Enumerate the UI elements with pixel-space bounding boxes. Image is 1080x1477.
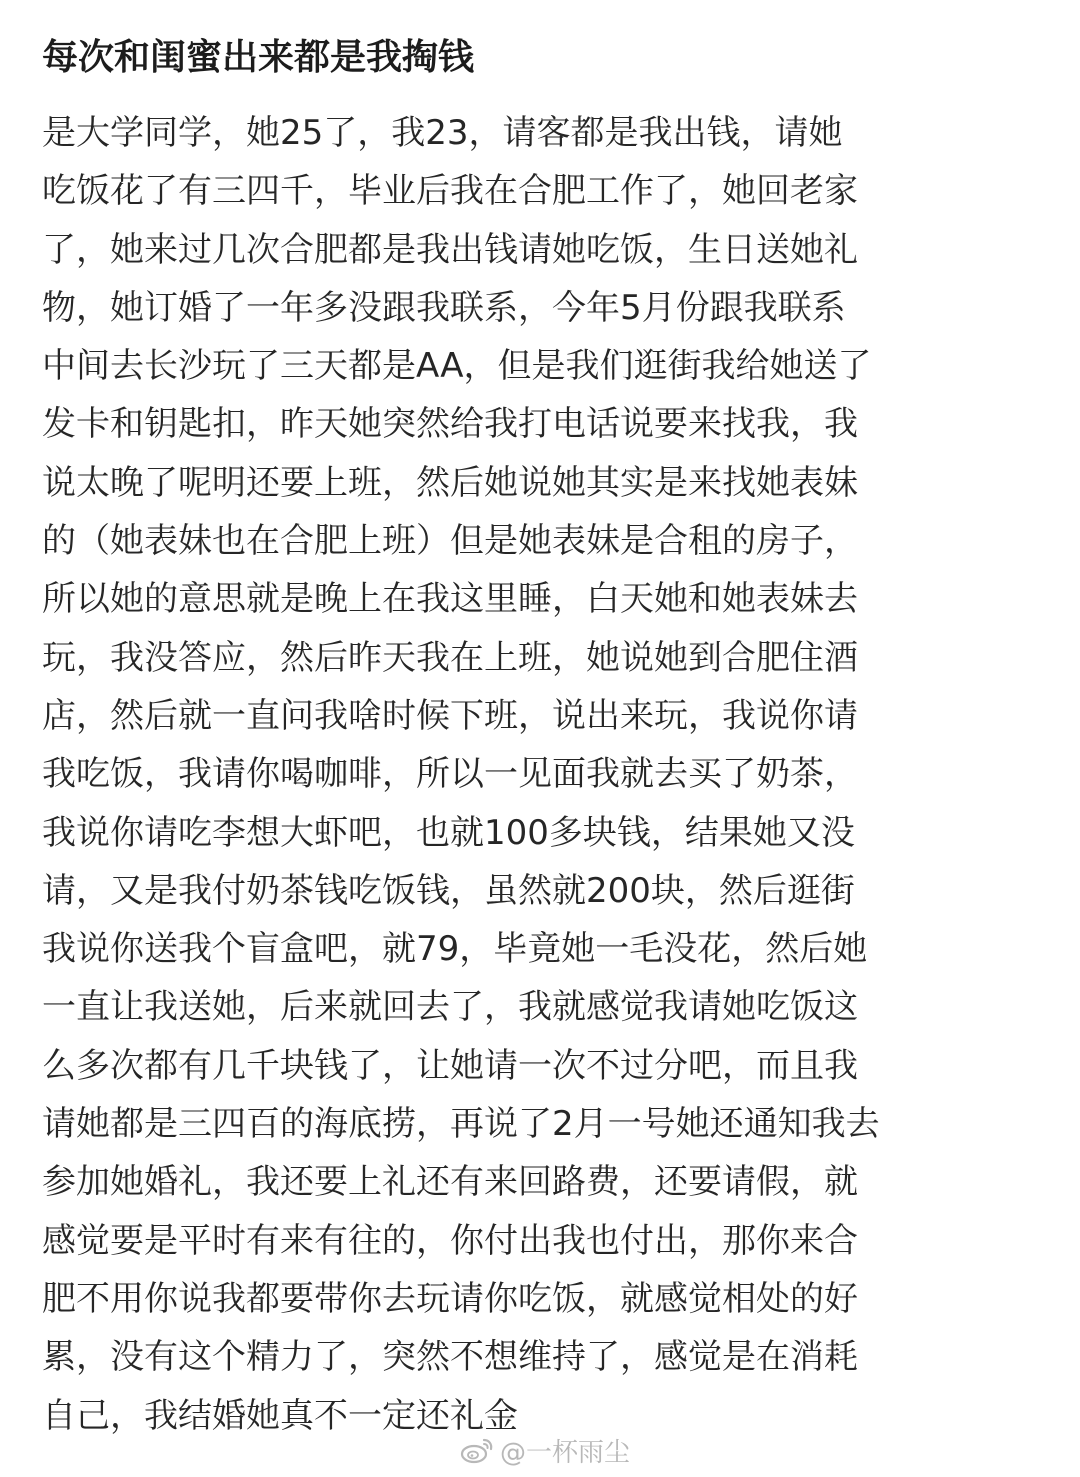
post-body-line: 吃饭花了有三四千，毕业后我在合肥工作了，她回老家 [42,171,858,212]
post-body [42,104,1062,1445]
post-body-line: 发卡和钥匙扣，昨天她突然给我打电话说要来找我，我 [42,404,858,445]
post-body-line: 的（她表妹也在合肥上班）但是她表妹是合租的房子， [42,521,858,562]
weibo-logo-icon [460,1436,494,1464]
post-body-line: 店，然后就一直问我啥时候下班，说出来玩，我说你请 [42,695,858,736]
post-body-line: 请她都是三四百的海底捞，再说了2月一号她还通知我去 [42,1104,880,1145]
post-body-line: 中间去长沙玩了三天都是AA，但是我们逛街我给她送了 [42,346,872,387]
post-body-line: 我说你请吃李想大虾吧，也就100多块钱，结果她又没 [42,812,855,853]
post-body-line: 感觉要是平时有来有往的，你付出我也付出，那你来合 [42,1220,858,1261]
post-body-line: 物，她订婚了一年多没跟我联系，今年5月份跟我联系 [42,287,846,328]
post-body-line: 我说你送我个盲盒吧，就79，毕竟她一毛没花，然后她 [42,929,868,970]
watermark [460,1432,630,1468]
post-body-line: 累，没有这个精力了，突然不想维持了，感觉是在消耗 [42,1337,858,1378]
post-body-line: 么多次都有几千块钱了，让她请一次不过分吧，而且我 [42,1045,858,1086]
watermark-text: @一杯雨尘 [499,1437,630,1468]
post-title: 每次和闺蜜出来都是我掏钱 [42,37,475,78]
post-body-line: 肥不用你说我都要带你去玩请你吃饭，就感觉相处的好 [42,1278,858,1319]
post-body-line: 我吃饭，我请你喝咖啡，所以一见面我就去买了奶茶， [42,754,858,795]
post-body-line: 一直让我送她，后来就回去了，我就感觉我请她吃饭这 [42,987,858,1028]
post-body-line: 了，她来过几次合肥都是我出钱请她吃饭，生日送她礼 [42,229,858,270]
post-body-line: 参加她婚礼，我还要上礼还有来回路费，还要请假，就 [42,1162,858,1203]
post-body-line: 自己，我结婚她真不一定还礼金 [42,1395,518,1436]
post-body-line: 请，又是我付奶茶钱吃饭钱，虽然就200块，然后逛街 [42,870,855,911]
post-body-line: 是大学同学，她25了，我23，请客都是我出钱，请她 [42,113,843,153]
post-body-line: 玩，我没答应，然后昨天我在上班，她说她到合肥住酒 [42,637,858,678]
post-body-line: 所以她的意思就是晚上在我这里睡，白天她和她表妹去 [42,579,858,620]
post-body-line: 说太晚了呢明还要上班，然后她说她其实是来找她表妹 [42,462,858,503]
